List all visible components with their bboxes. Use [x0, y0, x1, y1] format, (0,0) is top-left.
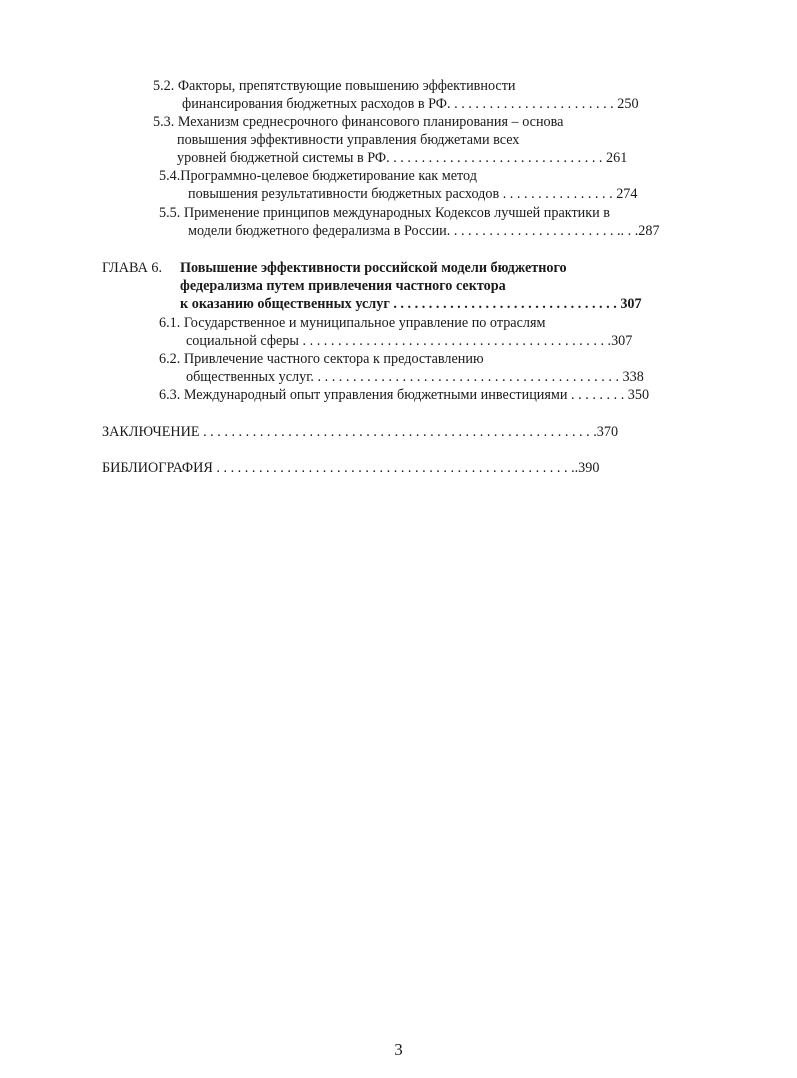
- toc-entry-5-5-line-2: модели бюджетного федерализма в России. . . . . . . . . . . . . . . . . . . . . . . . .. . .287: [188, 223, 660, 239]
- toc-entry-6-1-line-2: социальной сферы . . . . . . . . . . . . . . . . . . . . . . . . . . . . . . . . . . . . . . . . . . . .307: [186, 333, 633, 349]
- toc-entry-6-1-line-1: 6.1. Государственное и муниципальное управление по отраслям: [159, 315, 546, 331]
- page-number: 3: [394, 1040, 403, 1059]
- toc-entry-6-3-line-1: 6.3. Международный опыт управления бюджетными инвестициями . . . . . . . . 350: [159, 387, 650, 403]
- toc-chapter-6-title-line-1: Повышение эффективности российской модели бюджетного: [180, 260, 567, 276]
- toc-bibliography: БИБЛИОГРАФИЯ . . . . . . . . . . . . . . . . . . . . . . . . . . . . . . . . . . . . . . . . . . . . . . . . . . ..390: [102, 460, 600, 476]
- toc-chapter-6-prefix: ГЛАВА 6.: [102, 260, 163, 276]
- toc-entry-6-2-line-2: общественных услуг. . . . . . . . . . . . . . . . . . . . . . . . . . . . . . . . . . . . . . . . . . . . 338: [186, 369, 644, 385]
- toc-conclusion: ЗАКЛЮЧЕНИЕ . . . . . . . . . . . . . . . . . . . . . . . . . . . . . . . . . . . . . . . . . . . . . . . . . . . . . . . .370: [102, 424, 619, 440]
- toc-entry-5-4-line-2: повышения результативности бюджетных расходов . . . . . . . . . . . . . . . . 274: [188, 186, 638, 202]
- toc-entry-6-2-line-1: 6.2. Привлечение частного сектора к предоставлению: [159, 351, 484, 367]
- toc-entry-5-2-line-2: финансирования бюджетных расходов в РФ. . . . . . . . . . . . . . . . . . . . . . . . 250: [182, 96, 639, 112]
- toc-entry-5-3-line-3: уровней бюджетной системы в РФ. . . . . . . . . . . . . . . . . . . . . . . . . . . . . . . 261: [177, 150, 628, 166]
- toc-entry-5-2-line-1: 5.2. Факторы, препятствующие повышению эффективности: [153, 78, 516, 94]
- toc-entry-5-4-line-1: 5.4.Программно-целевое бюджетирование как метод: [159, 168, 477, 184]
- toc-chapter-6-title-line-2: федерализма путем привлечения частного сектора: [180, 278, 506, 294]
- toc-chapter-6-title-line-3: к оказанию общественных услуг . . . . . . . . . . . . . . . . . . . . . . . . . . . . . . . . 307: [180, 296, 642, 312]
- toc-entry-5-3-line-2: повышения эффективности управления бюджетами всех: [177, 132, 520, 148]
- toc-entry-5-3-line-1: 5.3. Механизм среднесрочного финансового планирования – основа: [153, 114, 564, 130]
- toc-entry-5-5-line-1: 5.5. Применение принципов международных Кодексов лучшей практики в: [159, 205, 610, 221]
